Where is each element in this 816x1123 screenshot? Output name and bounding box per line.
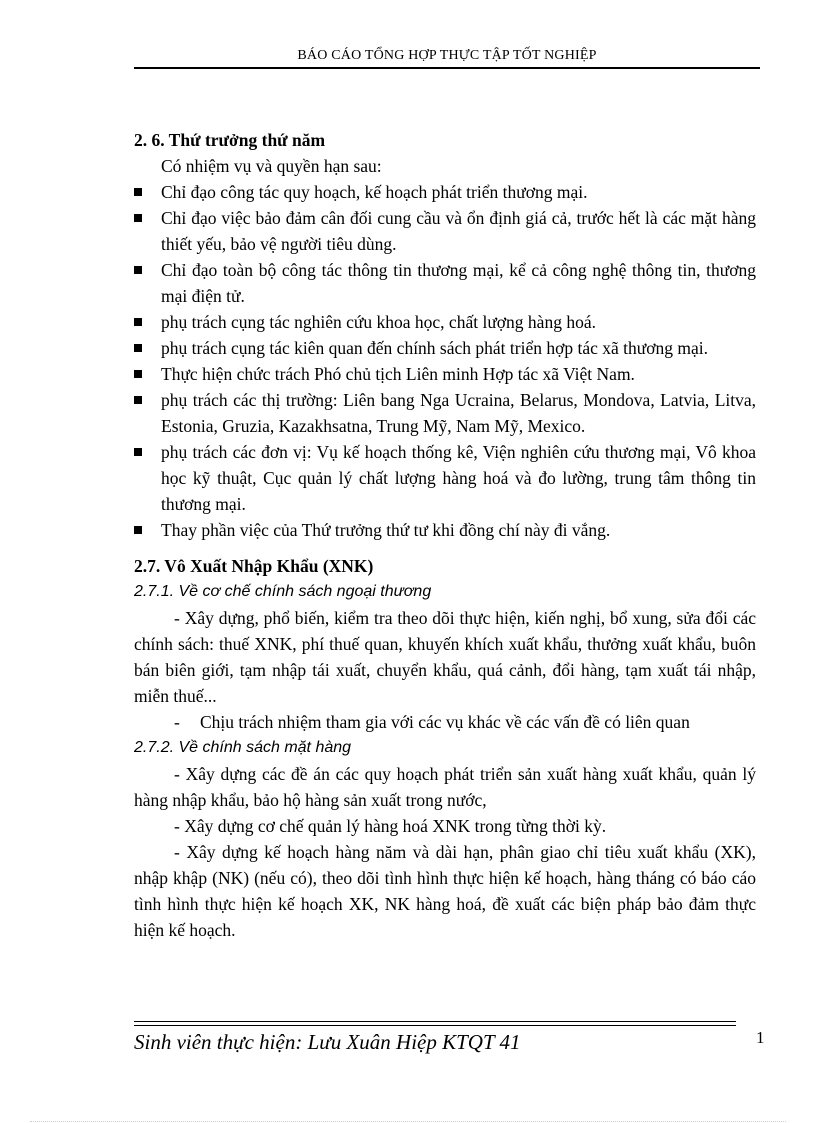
list-item-text: Chỉ đạo việc bảo đảm cân đối cung cầu và ổn định giá cả, trước hết là các mặt hàng thiết yếu, bảo vệ người tiêu dùng. [161,208,756,254]
section-heading: 2.7. Vô Xuất Nhập Khẩu (XNK) [134,556,374,576]
page-bottom-edge [30,1121,786,1122]
subsection-title: 2.7.1. Về cơ chế chính sách ngoại thương [134,583,432,600]
section-heading: 2. 6. Thứ trưởng thứ năm [134,130,326,150]
list-item [134,257,756,309]
square-bullet-icon [134,188,142,196]
list-item [134,205,756,257]
footer-rule [134,1025,736,1026]
square-bullet-icon [134,318,142,326]
square-bullet-icon [134,214,142,222]
list-item [134,179,756,205]
section-intro: Có nhiệm vụ và quyền hạn sau: [161,156,382,176]
paragraph: - Xây dựng cơ chế quản lý hàng hoá XNK trong từng thời kỳ. [174,816,607,836]
paragraph: - Xây dựng các đề án các quy hoạch phát triển sản xuất hàng xuất khẩu, quản lý hàng nhập khẩu, bảo hộ hàng sản xuất trong nước, [134,764,756,810]
dash-item-text: Chịu trách nhiệm tham gia với các vụ khác về các vấn đề có liên quan [200,712,690,732]
square-bullet-icon [134,370,142,378]
header-rule [134,67,760,69]
footer-author: Sinh viên thực hiện: Lưu Xuân Hiệp KTQT 41 [134,1030,521,1054]
list-item [134,335,756,361]
page-header-title: BÁO CÁO TỔNG HỢP THỰC TẬP TỐT NGHIỆP [297,48,597,63]
list-item-text: phụ trách các thị trường: Liên bang Nga Ucraina, Belarus, Mondova, Latvia, Litva, Estonia, Gruzia, Kazakhsatna, Trung Mỹ, Nam Mỹ, Mexico. [161,390,756,436]
square-bullet-icon [134,396,142,404]
square-bullet-icon [134,266,142,274]
paragraph: - Xây dựng, phổ biến, kiểm tra theo dõi thực hiện, kiến nghị, bổ xung, sửa đổi các chính sách: thuế XNK, phí thuế quan, khuyến khích xuất khẩu, thưởng xuất khẩu, buôn bán biên giới, tạm nhập tái xuất, chuyển khẩu, quá cảnh, đổi hàng, tạm xuất tái nhập, miễn thuế... [134,608,756,706]
list-item-text: phụ trách cụng tác nghiên cứu khoa học, chất lượng hàng hoá. [161,312,596,332]
dash-item [134,709,756,735]
list-item-text: Thay phần việc của Thứ trưởng thứ tư khi đồng chí này đi vắng. [161,520,611,540]
dash-mark: - [174,712,180,732]
section-gap [134,543,756,553]
list-item [134,517,756,543]
list-item [134,387,756,439]
list-item-text: phụ trách các đơn vị: Vụ kế hoạch thống kê, Viện nghiên cứu thương mại, Vô khoa học kỹ thuật, Cục quản lý chất lượng hàng hoá và đo lường, trung tâm thông tin thương mại. [161,442,756,514]
list-item-text: Thực hiện chức trách Phó chủ tịch Liên minh Hợp tác xã Việt Nam. [161,364,635,384]
list-item [134,361,756,387]
list-item-text: Chỉ đạo toàn bộ công tác thông tin thương mại, kể cả công nghệ thông tin, thương mại điện tử. [161,260,756,306]
footer-rule [134,1021,736,1022]
list-item [134,439,756,517]
square-bullet-icon [134,526,142,534]
page-content [134,127,756,943]
square-bullet-icon [134,344,142,352]
paragraph: - Xây dựng kế hoạch hàng năm và dài hạn, phân giao chỉ tiêu xuất khẩu (XK), nhập khập (NK) (nếu có), theo dõi tình hình thực hiện kế hoạch, hàng tháng có báo cáo tình hình thực hiện kế hoạch XK, NK hàng hoá, đề xuất các biện pháp bảo đảm thực hiện kế hoạch. [134,842,756,940]
list-item [134,309,756,335]
page-number: 1 [756,1028,765,1047]
duty-list [134,179,756,543]
list-item-text: phụ trách cụng tác kiên quan đến chính sách phát triển hợp tác xã thương mại. [161,338,708,358]
list-item-text: Chỉ đạo công tác quy hoạch, kế hoạch phát triển thương mại. [161,182,588,202]
subsection-title: 2.7.2. Về chính sách mặt hàng [134,739,352,756]
square-bullet-icon [134,448,142,456]
